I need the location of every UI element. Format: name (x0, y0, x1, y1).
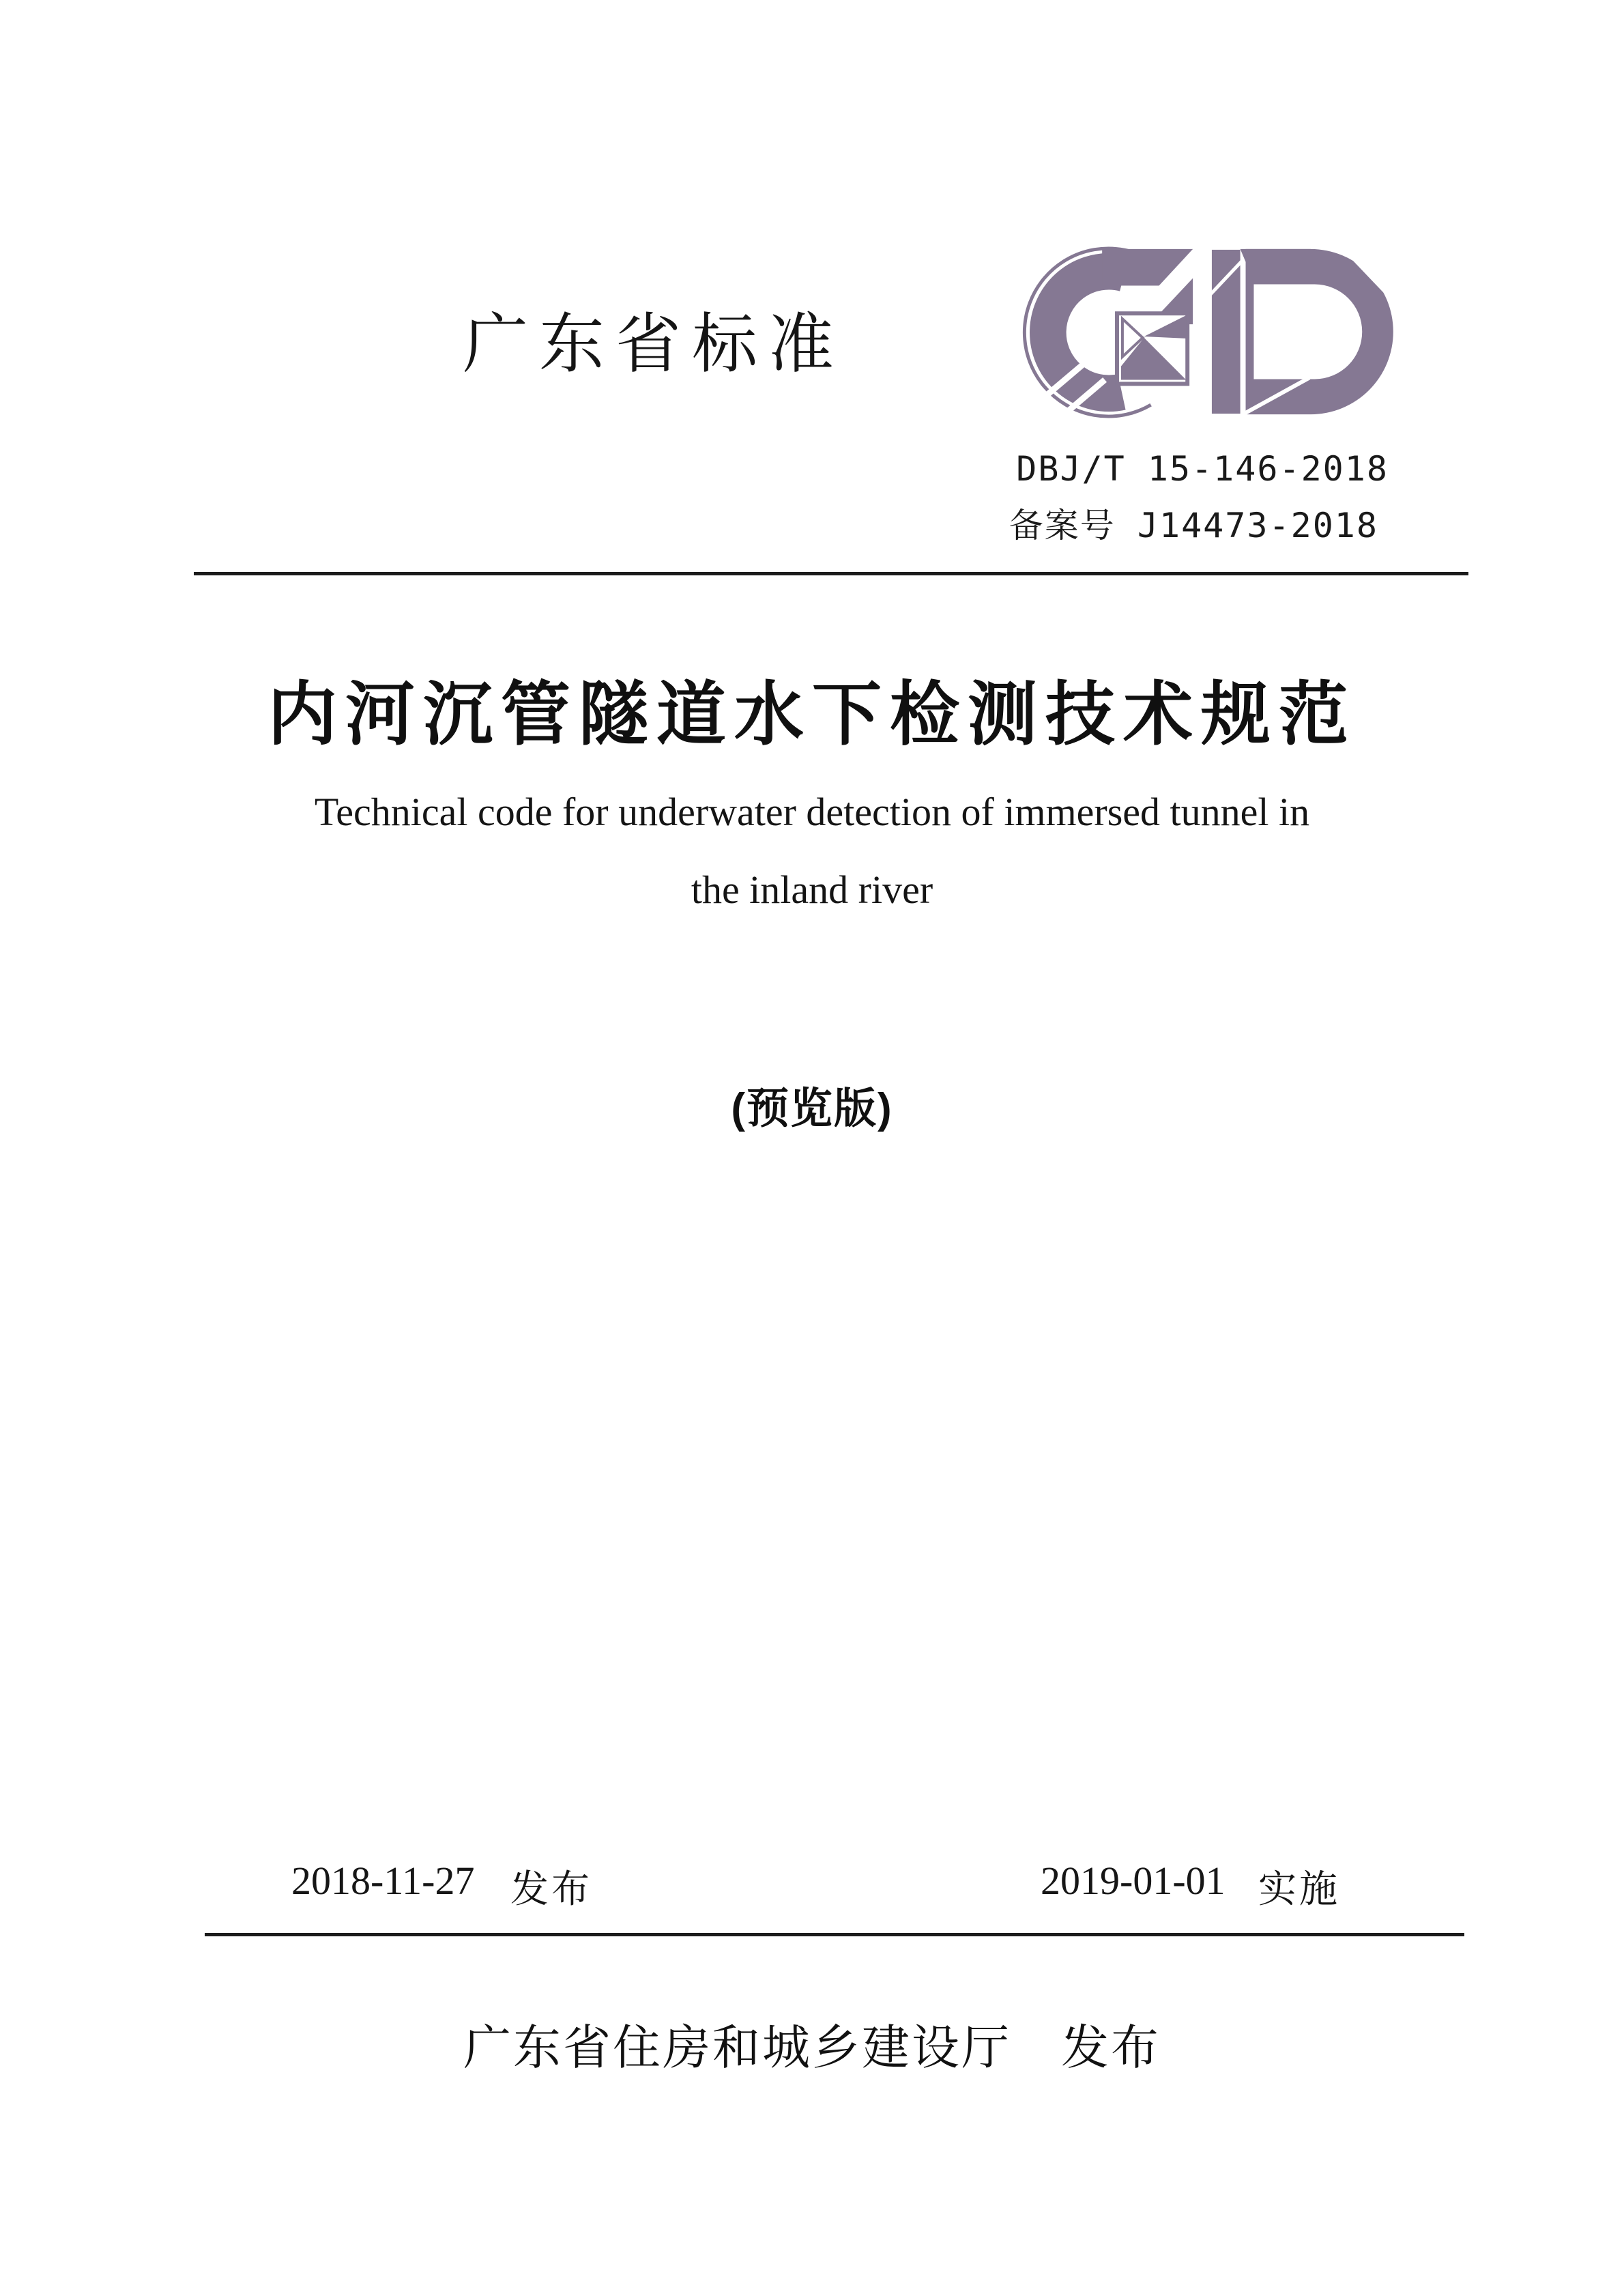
issue-date: 2018-11-27 (291, 1859, 475, 1903)
gd-logo (1015, 243, 1395, 420)
province-standard-label: 广东省标准 (463, 308, 845, 381)
standard-number: DBJ/T 15-146-2018 (1016, 449, 1389, 489)
document-title-en-line1: Technical code for underwater detection of immersed tunnel in (314, 790, 1310, 834)
edition-label: (预览版) (731, 1085, 893, 1132)
document-title-en-line2: the inland river (691, 867, 933, 912)
implement-date: 2019-01-01 (1041, 1859, 1226, 1903)
implement-label: 实施 (1258, 1867, 1340, 1910)
gd-logo-graphic (1015, 243, 1395, 420)
footer-rule (205, 1933, 1464, 1936)
publisher-line: 广东省住房和城乡建设厅 发布 (463, 2021, 1161, 2074)
issue-label: 发布 (510, 1867, 592, 1910)
record-number: 备案号 J14473-2018 (1009, 506, 1378, 545)
document-title-zh: 内河沉管隧道水下检测技术规范 (267, 677, 1357, 754)
header-rule (194, 572, 1468, 575)
